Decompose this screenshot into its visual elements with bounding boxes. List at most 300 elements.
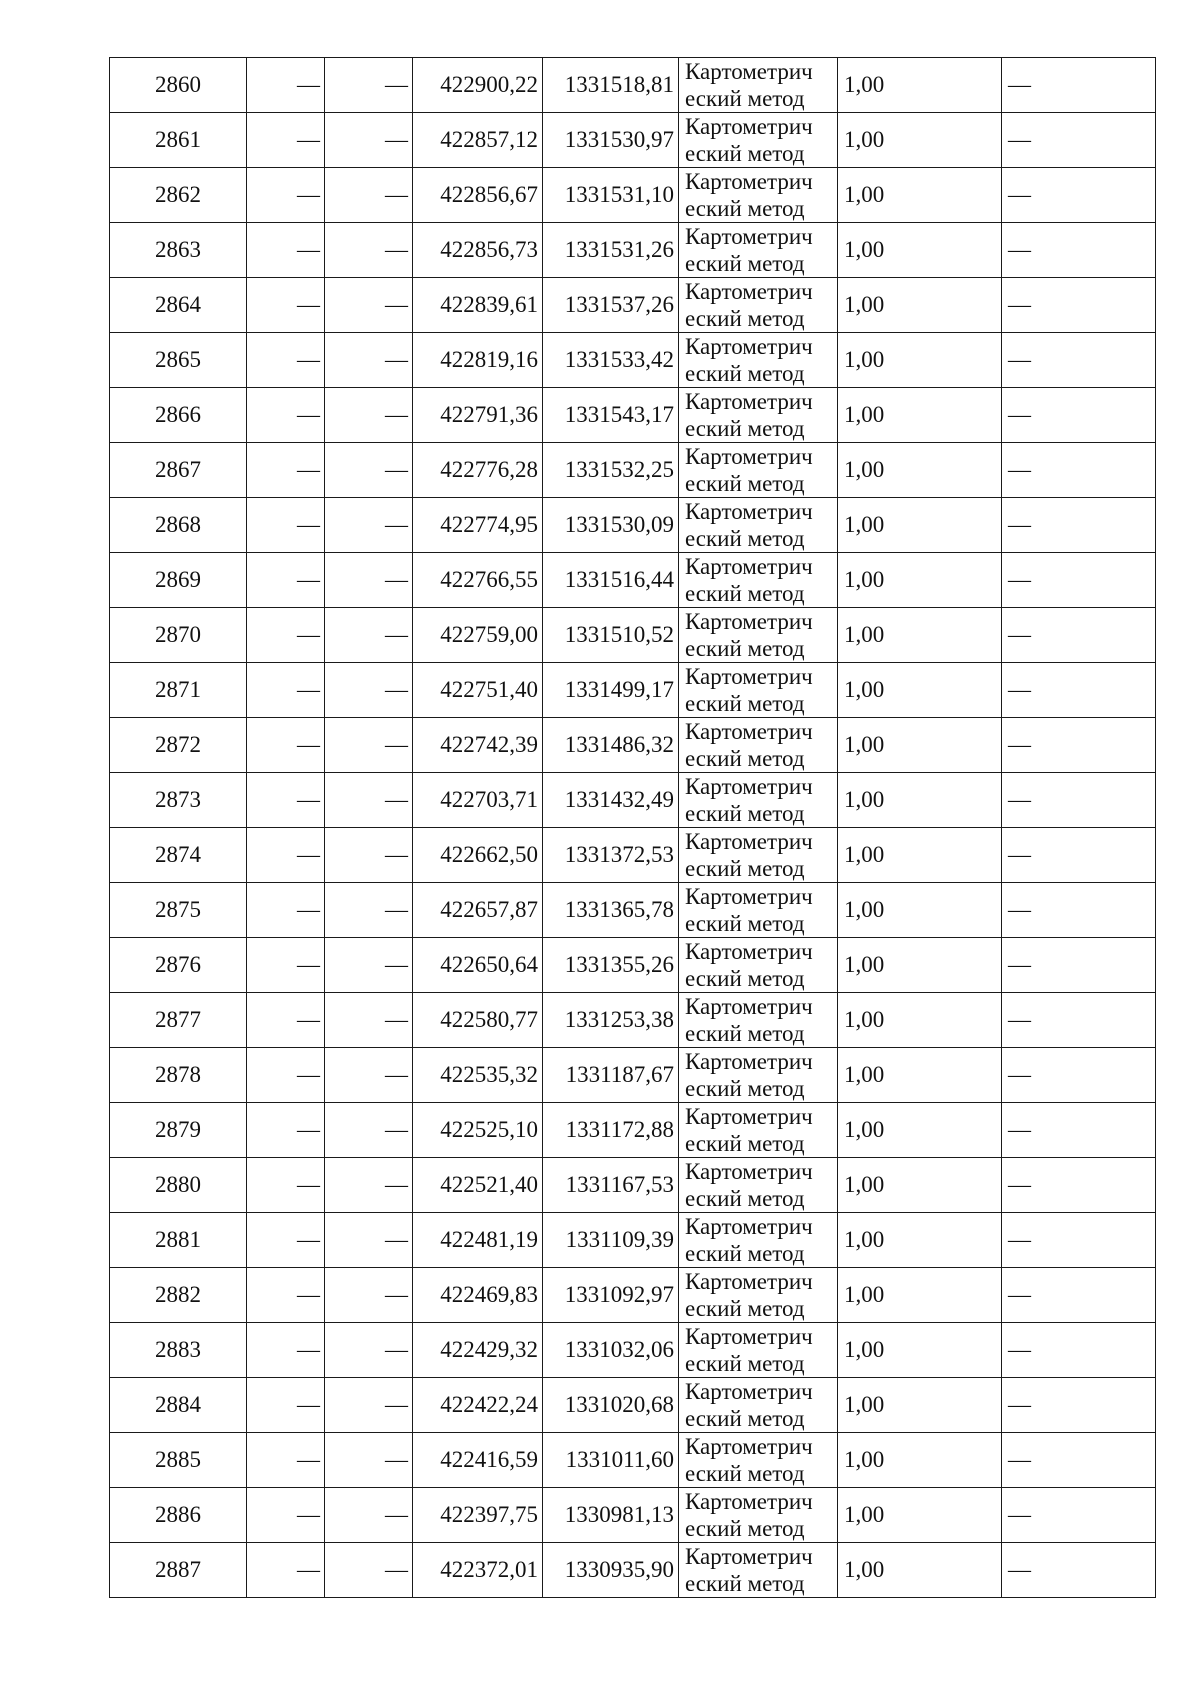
method-line-2: еский метод <box>685 1296 805 1321</box>
empty-dash-cell: — <box>325 113 413 168</box>
empty-dash-cell: — <box>325 993 413 1048</box>
method-line-1: Картометрич <box>685 444 813 469</box>
y-coordinate-cell: 1331537,26 <box>543 278 679 333</box>
method-line-1: Картометрич <box>685 884 813 909</box>
x-coordinate-cell: 422657,87 <box>413 883 543 938</box>
y-coordinate-cell: 1331372,53 <box>543 828 679 883</box>
empty-dash-cell: — <box>1002 938 1156 993</box>
point-number-cell: 2882 <box>110 1268 247 1323</box>
method-line-1: Картометрич <box>685 774 813 799</box>
point-number-cell: 2880 <box>110 1158 247 1213</box>
method-cell <box>679 718 838 773</box>
point-number-cell: 2876 <box>110 938 247 993</box>
precision-cell: 1,00 <box>838 1103 1002 1158</box>
x-coordinate-cell: 422525,10 <box>413 1103 543 1158</box>
empty-dash-cell: — <box>247 883 325 938</box>
method-line-2: еский метод <box>685 581 805 606</box>
method-cell <box>679 883 838 938</box>
y-coordinate-cell: 1331510,52 <box>543 608 679 663</box>
empty-dash-cell: — <box>247 1378 325 1433</box>
precision-cell: 1,00 <box>838 1048 1002 1103</box>
empty-dash-cell: — <box>1002 168 1156 223</box>
point-number-cell: 2866 <box>110 388 247 443</box>
precision-cell: 1,00 <box>838 883 1002 938</box>
method-line-1: Картометрич <box>685 609 813 634</box>
empty-dash-cell: — <box>247 1433 325 1488</box>
point-number-cell: 2865 <box>110 333 247 388</box>
empty-dash-cell: — <box>247 498 325 553</box>
method-cell <box>679 553 838 608</box>
method-cell <box>679 1433 838 1488</box>
empty-dash-cell: — <box>325 333 413 388</box>
precision-cell: 1,00 <box>838 278 1002 333</box>
method-line-2: еский метод <box>685 856 805 881</box>
table-row <box>110 663 1156 718</box>
table-row <box>110 388 1156 443</box>
method-cell <box>679 1213 838 1268</box>
method-line-1: Картометрич <box>685 829 813 854</box>
method-line-1: Картометрич <box>685 169 813 194</box>
method-line-1: Картометрич <box>685 224 813 249</box>
empty-dash-cell: — <box>247 168 325 223</box>
y-coordinate-cell: 1331486,32 <box>543 718 679 773</box>
x-coordinate-cell: 422742,39 <box>413 718 543 773</box>
point-number-cell: 2887 <box>110 1543 247 1598</box>
precision-cell: 1,00 <box>838 1158 1002 1213</box>
empty-dash-cell: — <box>1002 278 1156 333</box>
empty-dash-cell: — <box>247 223 325 278</box>
empty-dash-cell: — <box>1002 443 1156 498</box>
point-number-cell: 2860 <box>110 58 247 113</box>
table-row <box>110 1103 1156 1158</box>
x-coordinate-cell: 422857,12 <box>413 113 543 168</box>
table-row <box>110 443 1156 498</box>
method-cell <box>679 223 838 278</box>
precision-cell: 1,00 <box>838 168 1002 223</box>
table-row <box>110 1048 1156 1103</box>
empty-dash-cell: — <box>325 58 413 113</box>
method-line-1: Картометрич <box>685 279 813 304</box>
y-coordinate-cell: 1331020,68 <box>543 1378 679 1433</box>
empty-dash-cell: — <box>1002 718 1156 773</box>
point-number-cell: 2883 <box>110 1323 247 1378</box>
point-number-cell: 2885 <box>110 1433 247 1488</box>
empty-dash-cell: — <box>247 553 325 608</box>
empty-dash-cell: — <box>247 1103 325 1158</box>
empty-dash-cell: — <box>247 773 325 828</box>
empty-dash-cell: — <box>325 388 413 443</box>
empty-dash-cell: — <box>325 773 413 828</box>
method-line-2: еский метод <box>685 141 805 166</box>
table-row <box>110 883 1156 938</box>
precision-cell: 1,00 <box>838 1323 1002 1378</box>
y-coordinate-cell: 1330935,90 <box>543 1543 679 1598</box>
method-line-2: еский метод <box>685 526 805 551</box>
table-row <box>110 168 1156 223</box>
method-cell <box>679 1103 838 1158</box>
precision-cell: 1,00 <box>838 223 1002 278</box>
precision-cell: 1,00 <box>838 443 1002 498</box>
y-coordinate-cell: 1331109,39 <box>543 1213 679 1268</box>
x-coordinate-cell: 422535,32 <box>413 1048 543 1103</box>
empty-dash-cell: — <box>1002 1103 1156 1158</box>
precision-cell: 1,00 <box>838 1488 1002 1543</box>
y-coordinate-cell: 1331011,60 <box>543 1433 679 1488</box>
empty-dash-cell: — <box>325 663 413 718</box>
empty-dash-cell: — <box>247 1488 325 1543</box>
table-body <box>110 58 1156 1598</box>
empty-dash-cell: — <box>247 1268 325 1323</box>
empty-dash-cell: — <box>325 1048 413 1103</box>
method-line-2: еский метод <box>685 1186 805 1211</box>
y-coordinate-cell: 1331432,49 <box>543 773 679 828</box>
method-line-1: Картометрич <box>685 59 813 84</box>
method-cell <box>679 388 838 443</box>
method-cell <box>679 113 838 168</box>
empty-dash-cell: — <box>247 608 325 663</box>
y-coordinate-cell: 1331531,26 <box>543 223 679 278</box>
table-row <box>110 333 1156 388</box>
method-line-2: еский метод <box>685 1076 805 1101</box>
method-line-1: Картометрич <box>685 1049 813 1074</box>
method-line-1: Картометрич <box>685 664 813 689</box>
x-coordinate-cell: 422856,73 <box>413 223 543 278</box>
y-coordinate-cell: 1331172,88 <box>543 1103 679 1158</box>
x-coordinate-cell: 422397,75 <box>413 1488 543 1543</box>
method-line-2: еский метод <box>685 911 805 936</box>
empty-dash-cell: — <box>325 828 413 883</box>
precision-cell: 1,00 <box>838 333 1002 388</box>
y-coordinate-cell: 1331532,25 <box>543 443 679 498</box>
empty-dash-cell: — <box>325 278 413 333</box>
precision-cell: 1,00 <box>838 608 1002 663</box>
empty-dash-cell: — <box>325 1268 413 1323</box>
method-line-1: Картометрич <box>685 389 813 414</box>
point-number-cell: 2868 <box>110 498 247 553</box>
precision-cell: 1,00 <box>838 113 1002 168</box>
empty-dash-cell: — <box>247 333 325 388</box>
table-row <box>110 993 1156 1048</box>
method-cell <box>679 1488 838 1543</box>
method-line-1: Картометрич <box>685 1544 813 1569</box>
method-line-1: Картометрич <box>685 939 813 964</box>
method-line-1: Картометрич <box>685 1489 813 1514</box>
point-number-cell: 2875 <box>110 883 247 938</box>
precision-cell: 1,00 <box>838 388 1002 443</box>
x-coordinate-cell: 422776,28 <box>413 443 543 498</box>
method-line-2: еский метод <box>685 1571 805 1596</box>
coordinates-table <box>109 57 1156 1598</box>
precision-cell: 1,00 <box>838 718 1002 773</box>
empty-dash-cell: — <box>325 718 413 773</box>
method-cell <box>679 663 838 718</box>
point-number-cell: 2886 <box>110 1488 247 1543</box>
point-number-cell: 2872 <box>110 718 247 773</box>
empty-dash-cell: — <box>1002 1268 1156 1323</box>
precision-cell: 1,00 <box>838 498 1002 553</box>
method-cell <box>679 608 838 663</box>
empty-dash-cell: — <box>325 1543 413 1598</box>
empty-dash-cell: — <box>1002 663 1156 718</box>
table-row <box>110 938 1156 993</box>
method-line-2: еский метод <box>685 691 805 716</box>
method-line-1: Картометрич <box>685 114 813 139</box>
empty-dash-cell: — <box>1002 1433 1156 1488</box>
method-cell <box>679 773 838 828</box>
method-cell <box>679 1268 838 1323</box>
method-line-1: Картометрич <box>685 719 813 744</box>
empty-dash-cell: — <box>1002 58 1156 113</box>
y-coordinate-cell: 1331543,17 <box>543 388 679 443</box>
empty-dash-cell: — <box>247 938 325 993</box>
table-row <box>110 113 1156 168</box>
precision-cell: 1,00 <box>838 828 1002 883</box>
method-cell <box>679 828 838 883</box>
y-coordinate-cell: 1331499,17 <box>543 663 679 718</box>
method-line-1: Картометрич <box>685 554 813 579</box>
y-coordinate-cell: 1331355,26 <box>543 938 679 993</box>
method-line-2: еский метод <box>685 1131 805 1156</box>
method-line-1: Картометрич <box>685 1104 813 1129</box>
empty-dash-cell: — <box>1002 993 1156 1048</box>
method-line-2: еский метод <box>685 196 805 221</box>
x-coordinate-cell: 422751,40 <box>413 663 543 718</box>
method-line-2: еский метод <box>685 1516 805 1541</box>
empty-dash-cell: — <box>247 1323 325 1378</box>
empty-dash-cell: — <box>1002 498 1156 553</box>
point-number-cell: 2874 <box>110 828 247 883</box>
method-cell <box>679 1378 838 1433</box>
method-line-2: еский метод <box>685 251 805 276</box>
empty-dash-cell: — <box>247 1048 325 1103</box>
empty-dash-cell: — <box>325 608 413 663</box>
x-coordinate-cell: 422650,64 <box>413 938 543 993</box>
empty-dash-cell: — <box>1002 223 1156 278</box>
x-coordinate-cell: 422839,61 <box>413 278 543 333</box>
empty-dash-cell: — <box>247 58 325 113</box>
method-cell <box>679 1158 838 1213</box>
empty-dash-cell: — <box>325 1323 413 1378</box>
empty-dash-cell: — <box>1002 333 1156 388</box>
method-cell <box>679 993 838 1048</box>
y-coordinate-cell: 1330981,13 <box>543 1488 679 1543</box>
precision-cell: 1,00 <box>838 773 1002 828</box>
method-cell <box>679 1543 838 1598</box>
point-number-cell: 2861 <box>110 113 247 168</box>
empty-dash-cell: — <box>1002 883 1156 938</box>
empty-dash-cell: — <box>247 663 325 718</box>
empty-dash-cell: — <box>1002 828 1156 883</box>
method-line-2: еский метод <box>685 1406 805 1431</box>
method-line-1: Картометрич <box>685 1159 813 1184</box>
x-coordinate-cell: 422759,00 <box>413 608 543 663</box>
table-row <box>110 1488 1156 1543</box>
method-line-2: еский метод <box>685 746 805 771</box>
empty-dash-cell: — <box>1002 1323 1156 1378</box>
empty-dash-cell: — <box>325 168 413 223</box>
empty-dash-cell: — <box>325 1103 413 1158</box>
empty-dash-cell: — <box>1002 388 1156 443</box>
y-coordinate-cell: 1331187,67 <box>543 1048 679 1103</box>
table-row <box>110 608 1156 663</box>
y-coordinate-cell: 1331516,44 <box>543 553 679 608</box>
method-line-2: еский метод <box>685 306 805 331</box>
x-coordinate-cell: 422416,59 <box>413 1433 543 1488</box>
table-row <box>110 718 1156 773</box>
y-coordinate-cell: 1331531,10 <box>543 168 679 223</box>
point-number-cell: 2879 <box>110 1103 247 1158</box>
precision-cell: 1,00 <box>838 58 1002 113</box>
point-number-cell: 2864 <box>110 278 247 333</box>
empty-dash-cell: — <box>247 718 325 773</box>
empty-dash-cell: — <box>247 1158 325 1213</box>
method-line-1: Картометрич <box>685 994 813 1019</box>
method-line-2: еский метод <box>685 1241 805 1266</box>
point-number-cell: 2873 <box>110 773 247 828</box>
point-number-cell: 2877 <box>110 993 247 1048</box>
empty-dash-cell: — <box>1002 1378 1156 1433</box>
y-coordinate-cell: 1331518,81 <box>543 58 679 113</box>
empty-dash-cell: — <box>325 1488 413 1543</box>
table-row <box>110 223 1156 278</box>
x-coordinate-cell: 422422,24 <box>413 1378 543 1433</box>
precision-cell: 1,00 <box>838 1378 1002 1433</box>
x-coordinate-cell: 422766,55 <box>413 553 543 608</box>
point-number-cell: 2870 <box>110 608 247 663</box>
method-line-2: еский метод <box>685 1021 805 1046</box>
method-line-1: Картометрич <box>685 499 813 524</box>
empty-dash-cell: — <box>1002 1048 1156 1103</box>
method-line-2: еский метод <box>685 86 805 111</box>
precision-cell: 1,00 <box>838 1433 1002 1488</box>
x-coordinate-cell: 422900,22 <box>413 58 543 113</box>
method-cell <box>679 1048 838 1103</box>
empty-dash-cell: — <box>1002 553 1156 608</box>
method-cell <box>679 58 838 113</box>
y-coordinate-cell: 1331092,97 <box>543 1268 679 1323</box>
method-line-2: еский метод <box>685 471 805 496</box>
empty-dash-cell: — <box>1002 1488 1156 1543</box>
empty-dash-cell: — <box>325 1158 413 1213</box>
method-cell <box>679 498 838 553</box>
method-line-2: еский метод <box>685 1351 805 1376</box>
table-row <box>110 1268 1156 1323</box>
method-cell <box>679 278 838 333</box>
table-row <box>110 1158 1156 1213</box>
empty-dash-cell: — <box>1002 773 1156 828</box>
precision-cell: 1,00 <box>838 663 1002 718</box>
point-number-cell: 2884 <box>110 1378 247 1433</box>
empty-dash-cell: — <box>325 1213 413 1268</box>
method-cell <box>679 443 838 498</box>
method-line-1: Картометрич <box>685 334 813 359</box>
y-coordinate-cell: 1331167,53 <box>543 1158 679 1213</box>
method-cell <box>679 938 838 993</box>
empty-dash-cell: — <box>247 278 325 333</box>
empty-dash-cell: — <box>325 498 413 553</box>
table-row <box>110 58 1156 113</box>
table-row <box>110 773 1156 828</box>
precision-cell: 1,00 <box>838 1543 1002 1598</box>
table-row <box>110 1323 1156 1378</box>
point-number-cell: 2862 <box>110 168 247 223</box>
point-number-cell: 2871 <box>110 663 247 718</box>
empty-dash-cell: — <box>325 938 413 993</box>
empty-dash-cell: — <box>325 1433 413 1488</box>
x-coordinate-cell: 422774,95 <box>413 498 543 553</box>
precision-cell: 1,00 <box>838 1268 1002 1323</box>
empty-dash-cell: — <box>247 828 325 883</box>
method-line-2: еский метод <box>685 361 805 386</box>
method-line-2: еский метод <box>685 801 805 826</box>
y-coordinate-cell: 1331365,78 <box>543 883 679 938</box>
point-number-cell: 2878 <box>110 1048 247 1103</box>
empty-dash-cell: — <box>247 113 325 168</box>
method-line-1: Картометрич <box>685 1269 813 1294</box>
x-coordinate-cell: 422703,71 <box>413 773 543 828</box>
method-line-2: еский метод <box>685 636 805 661</box>
empty-dash-cell: — <box>325 443 413 498</box>
precision-cell: 1,00 <box>838 993 1002 1048</box>
table-row <box>110 828 1156 883</box>
empty-dash-cell: — <box>1002 1213 1156 1268</box>
empty-dash-cell: — <box>247 1543 325 1598</box>
x-coordinate-cell: 422580,77 <box>413 993 543 1048</box>
table-row <box>110 1378 1156 1433</box>
empty-dash-cell: — <box>325 1378 413 1433</box>
x-coordinate-cell: 422521,40 <box>413 1158 543 1213</box>
table-row <box>110 1543 1156 1598</box>
empty-dash-cell: — <box>1002 113 1156 168</box>
method-line-2: еский метод <box>685 966 805 991</box>
empty-dash-cell: — <box>247 993 325 1048</box>
precision-cell: 1,00 <box>838 553 1002 608</box>
method-line-2: еский метод <box>685 416 805 441</box>
table-row <box>110 278 1156 333</box>
y-coordinate-cell: 1331530,97 <box>543 113 679 168</box>
point-number-cell: 2867 <box>110 443 247 498</box>
precision-cell: 1,00 <box>838 938 1002 993</box>
method-cell <box>679 333 838 388</box>
y-coordinate-cell: 1331253,38 <box>543 993 679 1048</box>
table-row <box>110 498 1156 553</box>
x-coordinate-cell: 422481,19 <box>413 1213 543 1268</box>
empty-dash-cell: — <box>247 1213 325 1268</box>
method-cell <box>679 1323 838 1378</box>
x-coordinate-cell: 422469,83 <box>413 1268 543 1323</box>
x-coordinate-cell: 422856,67 <box>413 168 543 223</box>
empty-dash-cell: — <box>1002 1158 1156 1213</box>
x-coordinate-cell: 422429,32 <box>413 1323 543 1378</box>
y-coordinate-cell: 1331530,09 <box>543 498 679 553</box>
empty-dash-cell: — <box>247 443 325 498</box>
empty-dash-cell: — <box>325 883 413 938</box>
x-coordinate-cell: 422662,50 <box>413 828 543 883</box>
table-row <box>110 1433 1156 1488</box>
method-line-1: Картометрич <box>685 1379 813 1404</box>
empty-dash-cell: — <box>247 388 325 443</box>
x-coordinate-cell: 422791,36 <box>413 388 543 443</box>
method-line-1: Картометрич <box>685 1434 813 1459</box>
point-number-cell: 2881 <box>110 1213 247 1268</box>
empty-dash-cell: — <box>1002 1543 1156 1598</box>
method-cell <box>679 168 838 223</box>
method-line-1: Картометрич <box>685 1324 813 1349</box>
empty-dash-cell: — <box>1002 608 1156 663</box>
y-coordinate-cell: 1331533,42 <box>543 333 679 388</box>
point-number-cell: 2869 <box>110 553 247 608</box>
y-coordinate-cell: 1331032,06 <box>543 1323 679 1378</box>
